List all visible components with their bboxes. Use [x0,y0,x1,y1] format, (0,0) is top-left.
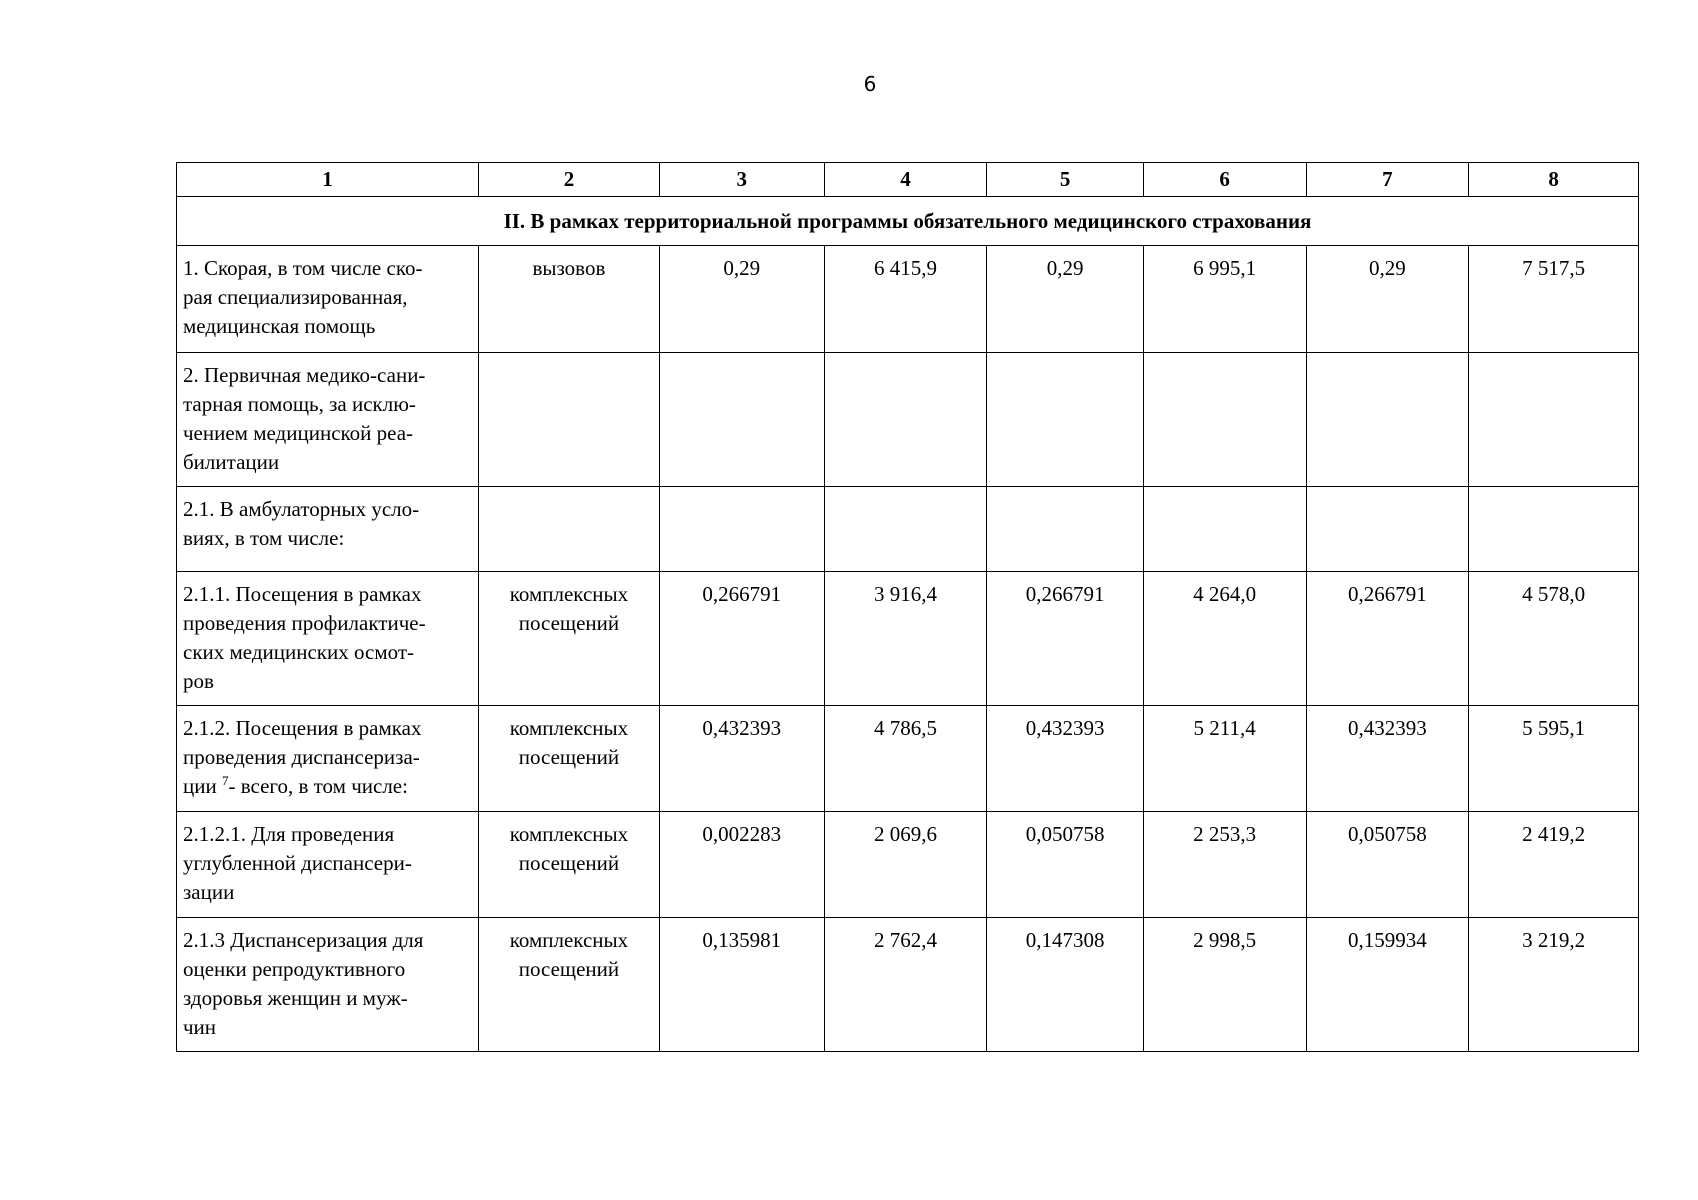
column-number-row [177,163,1639,197]
row-unit [478,246,659,353]
table-cell: 3 916,4 [824,572,987,706]
table-row [177,572,1639,706]
table-cell [824,353,987,487]
table-cell [987,487,1144,572]
table-cell: 2 069,6 [824,812,987,918]
row-unit-text: комплексных посещений [509,716,629,769]
row-label [177,353,479,487]
table-cell: 0,29 [1306,246,1469,353]
row-label-text: 1. Скорая, в том числе ско- рая специализированная, медицинская помощь [183,256,423,338]
row-label-text: 2.1.1. Посещения в рамках проведения профилактиче- ских медицинских осмот- ров [183,582,426,693]
table-cell: 0,135981 [659,918,824,1052]
column-header: 3 [659,163,824,197]
row-label [177,487,479,572]
table-cell: 0,002283 [659,812,824,918]
column-header: 6 [1143,163,1306,197]
row-label-text: 2.1.2.1. Для проведения углубленной диспансери- зации [183,822,412,904]
row-unit [478,572,659,706]
section-title: II. В рамках территориальной программы обязательного медицинского страхования [177,197,1639,246]
table-cell: 7 517,5 [1469,246,1639,353]
table-cell: 5 211,4 [1143,706,1306,812]
table-cell [1469,487,1639,572]
row-unit [478,487,659,572]
row-unit-text: комплексных посещений [509,582,629,635]
table-cell [987,353,1144,487]
column-header: 4 [824,163,987,197]
row-label-part: 2.1.2. Посещения в рамках проведения диспансериза- ции [183,716,422,798]
table-cell: 6 995,1 [1143,246,1306,353]
table-cell: 0,266791 [1306,572,1469,706]
table-cell: 0,29 [987,246,1144,353]
column-header: 5 [987,163,1144,197]
table-cell: 0,432393 [1306,706,1469,812]
table-cell: 0,050758 [987,812,1144,918]
section-row [177,197,1639,246]
table-cell: 2 419,2 [1469,812,1639,918]
table-row [177,706,1639,812]
table-cell: 5 595,1 [1469,706,1639,812]
table-cell [1143,353,1306,487]
table-cell: 0,159934 [1306,918,1469,1052]
table-cell: 0,147308 [987,918,1144,1052]
row-label [177,246,479,353]
table-cell: 0,432393 [987,706,1144,812]
row-unit-text: вызовов [532,256,606,280]
table-cell: 0,050758 [1306,812,1469,918]
row-label [177,812,479,918]
row-label-text: 2. Первичная медико-сани- тарная помощь, за исклю- чением медицинской реа- билитации [183,363,426,474]
row-label-part: - всего, в том числе: [228,774,408,798]
table-cell [824,487,987,572]
row-unit-text: комплексных посещений [509,928,629,981]
row-label [177,706,479,812]
row-unit [478,353,659,487]
table-row [177,812,1639,918]
table-row [177,487,1639,572]
table-cell [1306,353,1469,487]
table-cell: 4 264,0 [1143,572,1306,706]
table-cell: 4 786,5 [824,706,987,812]
row-label-text: 2.1. В амбулаторных усло- виях, в том числе: [183,497,420,550]
table-cell: 2 998,5 [1143,918,1306,1052]
row-label [177,572,479,706]
row-unit-text: комплексных посещений [509,822,629,875]
data-table [176,162,1639,1052]
column-header: 1 [177,163,479,197]
table-cell: 0,266791 [987,572,1144,706]
row-unit [478,812,659,918]
table-row [177,918,1639,1052]
table-cell: 6 415,9 [824,246,987,353]
row-label-text: 2.1.3 Диспансеризация для оценки репродуктивного здоровья женщин и муж- чин [183,928,424,1039]
table-cell [1143,487,1306,572]
table-cell: 2 762,4 [824,918,987,1052]
table-row [177,353,1639,487]
row-label-text [183,716,421,798]
table-cell: 0,29 [659,246,824,353]
table-cell: 2 253,3 [1143,812,1306,918]
table-cell [1469,353,1639,487]
column-header: 2 [478,163,659,197]
table-cell: 0,266791 [659,572,824,706]
row-label [177,918,479,1052]
column-header: 8 [1469,163,1639,197]
table-row [177,246,1639,353]
page-number: 6 [863,72,877,96]
table-cell [659,353,824,487]
footnote-marker: 7 [221,773,229,788]
row-unit [478,706,659,812]
column-header: 7 [1306,163,1469,197]
table-cell: 3 219,2 [1469,918,1639,1052]
table-cell: 0,432393 [659,706,824,812]
table-cell [1306,487,1469,572]
table-cell: 4 578,0 [1469,572,1639,706]
row-unit [478,918,659,1052]
table-cell [659,487,824,572]
